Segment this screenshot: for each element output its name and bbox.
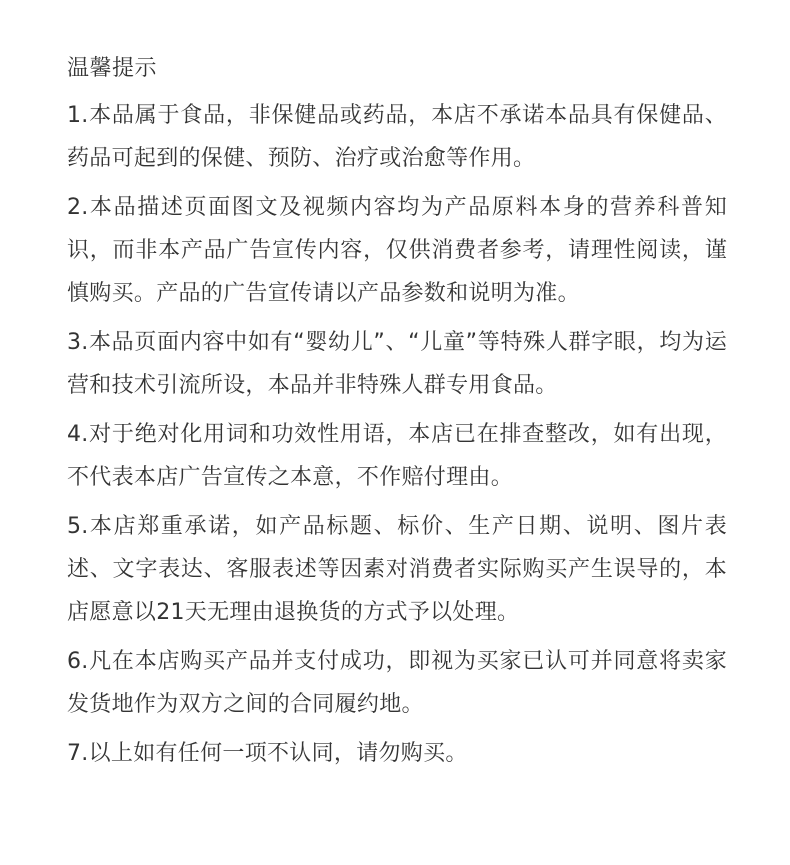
notice-item-2: 2.本品描述页面图文及视频内容均为产品原料本身的营养科普知识，而非本产品广告宣传内容，仅供消费者参考，请理性阅读，谨慎购买。产品的广告宣传请以产品参数和说明为准。: [67, 195, 727, 306]
notice-item-1: 1.本品属于食品，非保健品或药品，本店不承诺本品具有保健品、药品可起到的保健、预防、治疗或治愈等作用。: [67, 103, 727, 171]
notice-item-4: 4.对于绝对化用词和功效性用语，本店已在排查整改，如有出现，不代表本店广告宣传之本意，不作赔付理由。: [67, 422, 727, 490]
notice-item-6: 6.凡在本店购买产品并支付成功，即视为买家已认可并同意将卖家发货地作为双方之间的合同履约地。: [67, 649, 727, 717]
notice-section: [67, 50, 727, 781]
notice-item-5: 5.本店郑重承诺，如产品标题、标价、生产日期、说明、图片表述、文字表达、客服表述等因素对消费者实际购买产生误导的，本店愿意以21天无理由退换货的方式予以处理。: [67, 514, 727, 625]
notice-item-7: 7.以上如有任何一项不认同，请勿购买。: [67, 741, 468, 766]
notice-item-3: 3.本品页面内容中如有“婴幼儿”、“儿童”等特殊人群字眼，均为运营和技术引流所设，本品并非特殊人群专用食品。: [67, 330, 727, 398]
notice-title: 温馨提示: [67, 56, 158, 81]
